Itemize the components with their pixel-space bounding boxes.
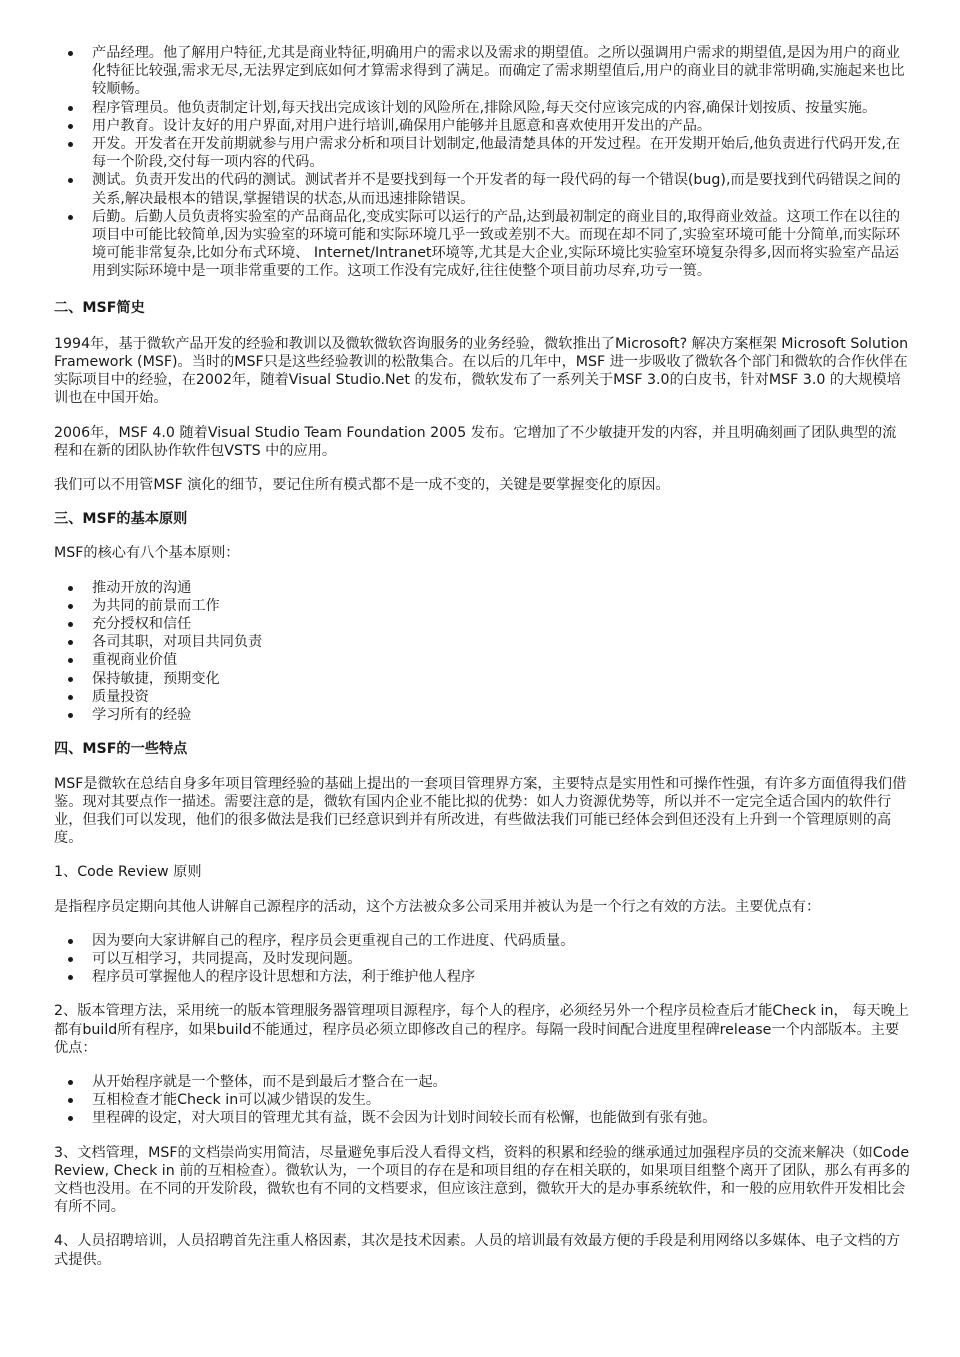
list-item: 程序员可掌握他人的程序设计思想和方法，利于维护他人程序	[92, 968, 910, 986]
roles-list	[54, 44, 910, 281]
list-item: 各司其职，对项目共同负责	[92, 633, 910, 651]
paragraph: MSF是微软在总结自身多年项目管理经验的基础上提出的一套项目管理界方案，主要特点是实用性和可操作性强，有许多方面值得我们借鉴。现对其要点作一描述。需要注意的是，微软有国内企业不能比拟的优势：如人力资源优势等，所以并不一定完全适合国内的软件行业，但我们可以发现，他们的很多做法是我们已经意识到并有所改进，有些做法我们可能已经体会到但还没有上升到一个管理原则的高度。	[54, 775, 907, 847]
section-heading-principles: 三、MSF的基本原则	[54, 511, 188, 528]
list-item: 里程碑的设定，对大项目的管理尤其有益，既不会因为计划时间较长而有松懈，也能做到有张有弛。	[92, 1109, 910, 1127]
list-item: 用户教育。设计友好的用户界面,对用户进行培训,确保用户能够并且愿意和喜欢使用开发出的产品。	[92, 117, 910, 135]
paragraph: 4、人员招聘培训，人员招聘首先注重人格因素，其次是技术因素。人员的培训最有效最方便的手段是利用网络以多媒体、电子文档的方式提供。	[54, 1233, 901, 1268]
section-heading-features: 四、MSF的一些特点	[54, 741, 188, 758]
list-item: 质量投资	[92, 688, 910, 706]
subsection-title: 1、Code Review 原则	[54, 864, 202, 881]
list-item: 从开始程序就是一个整体，而不是到最后才整合在一起。	[92, 1073, 910, 1091]
paragraph: 2、版本管理方法，采用统一的版本管理服务器管理项目源程序，每个人的程序，必须经另外一个程序员检查后才能Check in， 每天晚上都有build所有程序，如果build不能通过，程序员必须立即修改自己的程序。每隔一段时间配合进度里程碑release一个内部版本。主要优点：	[54, 1003, 909, 1056]
code-review-benefits-list	[54, 932, 910, 987]
list-item: 后勤。后勤人员负责将实验室的产品商品化,变成实际可以运行的产品,达到最初制定的商业目的,取得商业效益。这项工作在以往的项目中可能比较简单,因为实验室的环境可能和实际环境几乎一致或差别不大。而现在却不同了,实验室环境可能十分简单,而实际环境可能非常复杂,比如分布式环境、 Internet/Intranet环境等,尤其是大企业,实际环境比实验室环境复杂得多,因而将实验室产品运用到实际环境中是一项非常重要的工作。这项工作没有完成好,往往使整个项目前功尽弃,功亏一篑。	[92, 208, 910, 281]
list-item: 为共同的前景而工作	[92, 597, 910, 615]
paragraph: MSF的核心有八个基本原则：	[54, 545, 240, 562]
version-control-benefits-list	[54, 1073, 910, 1128]
list-item: 保持敏捷，预期变化	[92, 670, 910, 688]
list-item: 推动开放的沟通	[92, 579, 910, 597]
principles-list	[54, 579, 910, 725]
section-heading-history: 二、MSF简史	[54, 299, 145, 316]
list-item: 测试。负责开发出的代码的测试。测试者并不是要找到每一个开发者的每一段代码的每一个错误(bug),而是要找到代码错误之间的关系,解决最根本的错误,掌握错误的状态,从而迅速排除错误。	[92, 171, 910, 207]
paragraph: 我们可以不用管MSF 演化的细节，要记住所有模式都不是一成不变的，关键是要掌握变化的原因。	[54, 477, 670, 494]
list-item: 产品经理。他了解用户特征,尤其是商业特征,明确用户的需求以及需求的期望值。之所以强调用户需求的期望值,是因为用户的商业化特征比较强,需求无尽,无法界定到底如何才算需求得到了满足。而确定了需求期望值后,用户的商业目的就非常明确,实施起来也比较顺畅。	[92, 44, 910, 99]
list-item: 可以互相学习，共同提高，及时发现问题。	[92, 950, 910, 968]
list-item: 因为要向大家讲解自己的程序，程序员会更重视自己的工作进度、代码质量。	[92, 932, 910, 950]
paragraph: 2006年，MSF 4.0 随着Visual Studio Team Foundation 2005 发布。它增加了不少敏捷开发的内容，并且明确刻画了团队典型的流程和在新的团队协作软件包VSTS 中的应用。	[54, 424, 897, 459]
list-item: 重视商业价值	[92, 651, 910, 669]
list-item: 充分授权和信任	[92, 615, 910, 633]
list-item: 互相检查才能Check in可以减少错误的发生。	[92, 1091, 910, 1109]
paragraph: 3、文档管理，MSF的文档崇尚实用简洁，尽量避免事后没人看得文档，资料的积累和经验的继承通过加强程序员的交流来解决（如Code Review, Check in 前的互相检查）。微软认为，一个项目的存在是和项目组的存在相关联的，如果项目组整个离开了团队，那么有再多的文档也没用。在不同的开发阶段，微软也有不同的文档要求，但应该注意到，微软开大的是办事系统软件，和一般的应用软件开发相比会有所不同。	[54, 1144, 910, 1216]
list-item: 程序管理员。他负责制定计划,每天找出完成该计划的风险所在,排除风险,每天交付应该完成的内容,确保计划按质、按量实施。	[92, 99, 910, 117]
document-page	[54, 44, 910, 1269]
paragraph: 1994年，基于微软产品开发的经验和教训以及微软微软咨询服务的业务经验，微软推出了Microsoft? 解决方案框架 Microsoft Solution Framework (MSF)。当时的MSF只是这些经验教训的松散集合。在以后的几年中，MSF 进一步吸收了微软各个部门和微软的合作伙伴在实际项目中的经验，在2002年，随着Visual Studio.Net 的发布，微软发布了一系列关于MSF 3.0的白皮书，针对MSF 3.0 的大规模培训也在中国开始。	[54, 335, 909, 407]
paragraph: 是指程序员定期向其他人讲解自己源程序的活动，这个方法被众多公司采用并被认为是一个行之有效的方法。主要优点有：	[54, 898, 821, 915]
list-item: 学习所有的经验	[92, 706, 910, 724]
list-item: 开发。开发者在开发前期就参与用户需求分析和项目计划制定,他最清楚具体的开发过程。在开发期开始后,他负责进行代码开发,在每一个阶段,交付每一项内容的代码。	[92, 135, 910, 171]
